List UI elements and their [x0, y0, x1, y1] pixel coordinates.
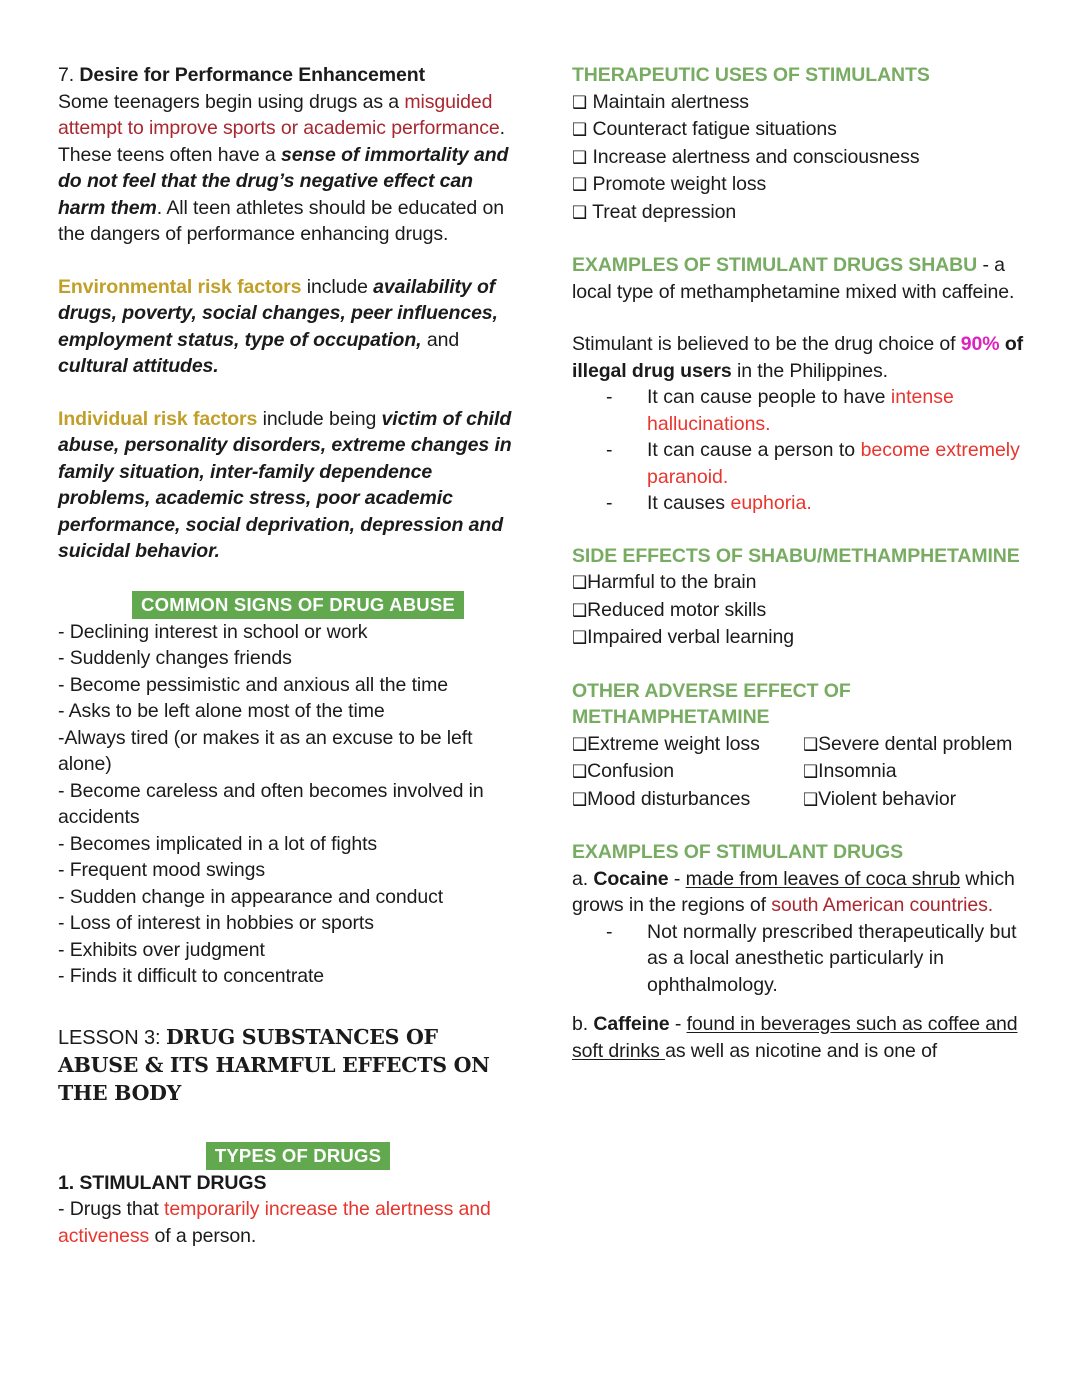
types-of-drugs-banner-wrap — [58, 1142, 520, 1170]
other-adverse-col-left — [572, 731, 803, 814]
checkbox-icon: ❑ — [572, 573, 588, 593]
caffeine-dash: - — [669, 1013, 687, 1035]
cocaine-paragraph — [572, 866, 1034, 919]
individual-italic-list: victim of child abuse, personality disorders, extreme changes in family situation, inter-family dependence problems, academic stress, poor academic performance, social deprivation, depression and suicidal behavior. — [58, 407, 512, 562]
list-item — [572, 116, 1034, 144]
caffeine-plain: as well as nicotine and is one of — [665, 1039, 938, 1062]
list-item-plain: It can cause people to have — [647, 386, 891, 408]
list-item — [572, 758, 803, 786]
examples-stimulant-heading-text: EXAMPLES OF STIMULANT DRUGS — [572, 841, 903, 863]
side-effects-heading-text: SIDE EFFECTS OF SHABU/METHAMPHETAMINE — [572, 544, 1020, 567]
list-item: - Frequent mood swings — [58, 859, 265, 881]
list-item — [572, 89, 1034, 117]
spacer — [58, 380, 520, 406]
list-item — [572, 144, 1034, 172]
list-item-label: Impaired verbal learning — [587, 626, 794, 648]
list-item — [572, 384, 1034, 437]
cocaine-plain: which grows in the regions of — [572, 867, 1015, 916]
stimulant-belief-bold: of illegal drug users — [572, 333, 1024, 382]
list-item: -Always tired (or makes it as an excuse to be left alone) — [58, 726, 473, 775]
environmental-tail-italic: cultural attitudes. — [58, 355, 219, 377]
cocaine-underlined: made from leaves of coca shrub — [685, 867, 961, 890]
cocaine-name: Cocaine — [593, 867, 669, 890]
examples-stimulant-heading — [572, 839, 1034, 866]
common-signs-list — [58, 619, 520, 990]
checkbox-icon: ❑ — [572, 789, 588, 810]
stimulant-def-tail: of a person. — [149, 1224, 257, 1247]
stimulant-effects-list — [572, 384, 1034, 517]
checkbox-icon: ❑ — [572, 120, 588, 140]
list-item — [572, 786, 803, 814]
list-item — [803, 731, 1034, 759]
checkbox-icon: ❑ — [572, 92, 588, 113]
environmental-connector: include — [301, 275, 374, 298]
dash-bullet-icon: - — [606, 920, 613, 943]
list-item-label: Promote weight loss — [592, 173, 767, 195]
stimulant-drugs-definition — [58, 1196, 520, 1249]
other-adverse-heading-text: OTHER ADVERSE EFFECT OF METHAMPHETAMINE — [572, 679, 851, 728]
spacer — [58, 565, 520, 591]
list-item: - Become pessimistic and anxious all the time — [58, 673, 449, 696]
other-adverse-col-right — [803, 731, 1034, 814]
environmental-italic-list: availability of drugs, poverty, social changes, peer influences, employment status, type of occupation, — [58, 275, 498, 351]
checkbox-icon: ❑ — [572, 147, 588, 168]
list-item-red: become extremely paranoid. — [647, 439, 1020, 488]
list-item-red: euphoria. — [730, 492, 812, 514]
right-column — [572, 62, 1034, 1397]
list-item-plain: It can cause a person to — [647, 439, 861, 461]
other-adverse-list-right — [803, 731, 1034, 814]
list-item-label: Increase alertness and consciousness — [592, 145, 920, 168]
individual-risk-paragraph — [58, 406, 520, 565]
list-item-label: Counteract fatigue situations — [592, 118, 837, 140]
environmental-risk-label: Environmental risk factors — [58, 275, 302, 298]
side-effects-heading — [572, 543, 1034, 570]
list-item: - Become careless and often becomes involved in accidents — [58, 779, 484, 828]
list-item-plain: It causes — [647, 492, 731, 514]
list-item — [572, 624, 1034, 652]
section-7-text-3: . All teen athletes should be educated on the dangers of performance enhancing drugs. — [58, 196, 504, 245]
cocaine-dash: - — [668, 867, 686, 890]
individual-connector: include being — [257, 407, 382, 430]
other-adverse-heading — [572, 678, 1034, 731]
list-item — [572, 569, 1034, 597]
stimulant-belief-text-1: Stimulant is believed to be the drug choice of — [572, 333, 961, 355]
list-item — [572, 731, 803, 759]
stimulant-belief-percent: 90% — [960, 333, 1000, 355]
list-item-label: Reduced motor skills — [587, 598, 767, 621]
checkbox-icon: ❑ — [803, 789, 819, 810]
checkbox-icon: ❑ — [572, 734, 588, 755]
side-effects-list — [572, 569, 1034, 652]
checkbox-icon: ❑ — [572, 202, 588, 223]
list-item: - Finds it difficult to concentrate — [58, 965, 325, 987]
spacer — [58, 990, 520, 1024]
list-item: - Declining interest in school or work — [58, 620, 368, 643]
spacer — [572, 998, 1034, 1011]
list-item: - Exhibits over judgment — [58, 938, 265, 961]
list-item-label: Severe dental problem — [818, 732, 1013, 755]
spacer — [572, 305, 1034, 331]
other-adverse-list-left — [572, 731, 803, 814]
list-item-label: Treat depression — [592, 200, 737, 223]
examples-shabu-heading: EXAMPLES OF STIMULANT DRUGS SHABU — [572, 254, 978, 276]
list-item — [572, 490, 1034, 517]
dash-bullet-icon: - — [606, 386, 613, 408]
spacer — [58, 248, 520, 274]
list-item-red: intense hallucinations. — [647, 386, 954, 435]
stimulant-drugs-heading-text: 1. STIMULANT DRUGS — [58, 1171, 267, 1194]
list-item — [572, 919, 1034, 999]
section-7-number: 7. — [58, 64, 75, 86]
spacer — [572, 517, 1034, 543]
stimulant-def-dash: - Drugs that — [58, 1198, 164, 1220]
list-item — [803, 758, 1034, 786]
examples-shabu-paragraph — [572, 252, 1034, 305]
spacer — [572, 652, 1034, 678]
spacer — [572, 813, 1034, 839]
environmental-tail-plain: and — [421, 328, 460, 351]
list-item: - Suddenly changes friends — [58, 647, 292, 669]
section-7-paragraph — [58, 62, 520, 248]
list-item-label: Maintain alertness — [592, 90, 749, 113]
list-item-label: Harmful to the brain — [587, 571, 757, 593]
list-item — [572, 171, 1034, 199]
list-item — [803, 786, 1034, 814]
dash-bullet-icon: - — [606, 439, 613, 461]
spacer — [58, 1108, 520, 1142]
spacer — [572, 226, 1034, 252]
list-item-label: Insomnia — [818, 760, 897, 782]
cocaine-red: south American countries. — [771, 894, 994, 916]
stimulant-belief-text-2: in the Philippines. — [731, 359, 888, 382]
checkbox-icon: ❑ — [572, 628, 588, 648]
other-adverse-columns — [572, 731, 1034, 814]
checkbox-icon: ❑ — [803, 734, 819, 755]
stimulant-belief-paragraph — [572, 331, 1034, 384]
lesson-3-prefix: LESSON 3: — [58, 1026, 166, 1049]
common-signs-banner: COMMON SIGNS OF DRUG ABUSE — [132, 591, 464, 619]
section-7-italic-phrase: sense of immortality and do not feel that the drug’s negative effect can harm them — [58, 143, 509, 219]
types-of-drugs-banner: TYPES OF DRUGS — [206, 1142, 390, 1170]
list-item-label: Violent behavior — [818, 787, 957, 810]
left-column — [58, 62, 520, 1397]
common-signs-banner-wrap — [58, 591, 520, 619]
list-item: - Loss of interest in hobbies or sports — [58, 912, 374, 934]
list-item: - Asks to be left alone most of the time — [58, 700, 385, 722]
individual-risk-label: Individual risk factors — [58, 407, 258, 430]
dash-bullet-icon: - — [606, 492, 613, 514]
list-item-label: Mood disturbances — [587, 787, 751, 810]
checkbox-icon: ❑ — [572, 175, 588, 195]
list-item-label: Confusion — [587, 760, 675, 782]
list-item: - Becomes implicated in a lot of fights — [58, 832, 378, 855]
examples-shabu-text: - a local type of methamphetamine mixed with caffeine. — [572, 254, 1015, 303]
caffeine-underlined: found in beverages such as coffee and soft drinks — [572, 1013, 1018, 1062]
therapeutic-heading-text: THERAPEUTIC USES OF STIMULANTS — [572, 64, 930, 86]
caffeine-paragraph — [572, 1011, 1034, 1064]
section-7-text-2: . These teens often have a — [58, 117, 505, 166]
section-7-red-phrase: misguided attempt to improve sports or academic performance — [58, 90, 500, 139]
list-item — [572, 199, 1034, 227]
environmental-risk-paragraph — [58, 274, 520, 380]
list-item: - Sudden change in appearance and conduct — [58, 885, 444, 908]
caffeine-letter: b. — [572, 1013, 594, 1035]
checkbox-icon: ❑ — [572, 762, 588, 782]
therapeutic-uses-list — [572, 89, 1034, 227]
stimulant-def-red: temporarily increase the alertness and activeness — [58, 1198, 491, 1247]
list-item-label: Extreme weight loss — [587, 732, 760, 755]
list-item — [572, 597, 1034, 625]
stimulant-drugs-heading — [58, 1170, 520, 1197]
cocaine-letter: a. — [572, 867, 594, 890]
caffeine-name: Caffeine — [593, 1013, 670, 1035]
list-item-label: Not normally prescribed therapeutically but as a local anesthetic particularly in ophthalmology. — [647, 920, 1017, 996]
lesson-3-heading — [58, 1024, 520, 1108]
lesson-3-title: DRUG SUBSTANCES OF ABUSE & ITS HARMFUL EFFECTS ON THE BODY — [58, 1024, 490, 1105]
section-7-text-1: Some teenagers begin using drugs as a — [58, 90, 405, 113]
checkbox-icon: ❑ — [803, 762, 819, 782]
section-7-heading: Desire for Performance Enhancement — [79, 64, 425, 86]
list-item — [572, 437, 1034, 490]
checkbox-icon: ❑ — [572, 600, 588, 621]
therapeutic-uses-heading — [572, 62, 1034, 89]
cocaine-bullet-list — [572, 919, 1034, 999]
